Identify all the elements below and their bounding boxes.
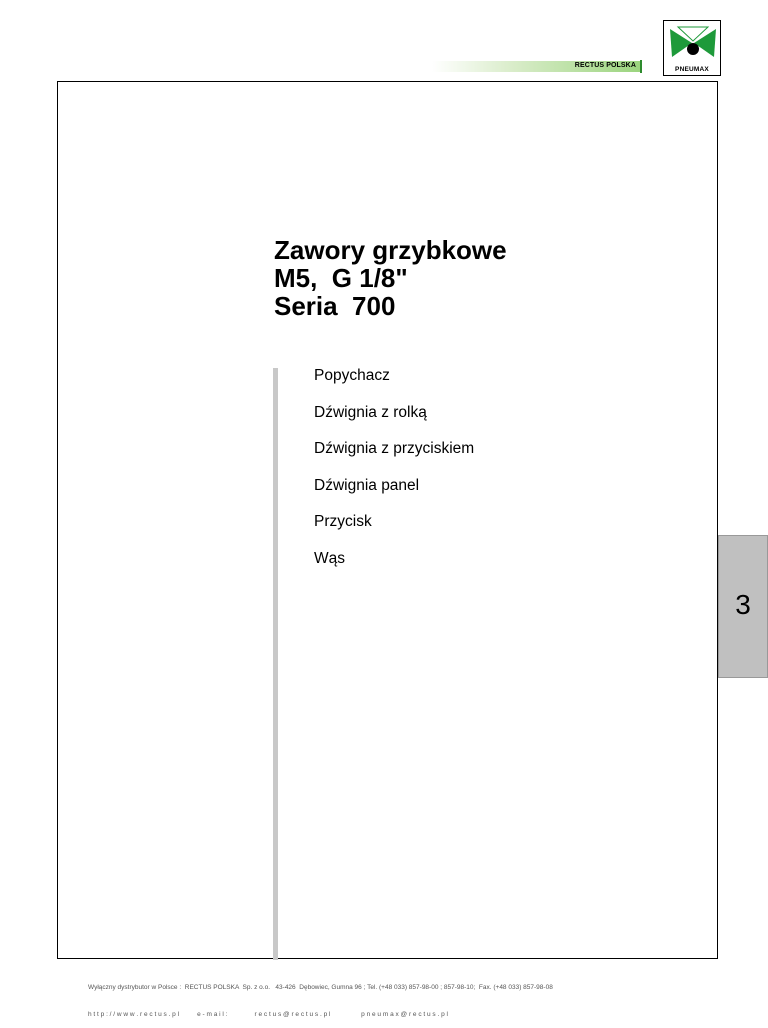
footer-contacts: h t t p : / / w w w . r e c t u s . p l e - m a i l : r e c t u s @ r e c t u s . p l p n e u m a x @ r e c t u s . p l	[88, 1011, 448, 1018]
logo-text: PNEUMAX	[675, 66, 709, 73]
pneumax-logo-icon	[666, 23, 720, 63]
vertical-divider	[273, 368, 278, 960]
title-line-2: M5, G 1/8"	[274, 263, 408, 293]
title-line-1: Zawory grzybkowe	[274, 235, 507, 265]
list-item: Popychacz	[314, 367, 390, 384]
pneumax-logo	[663, 20, 721, 76]
list-item: Dźwignia z rolką	[314, 403, 427, 421]
company-label: RECTUS POLSKA	[574, 62, 636, 69]
list-item: Dźwignia panel	[314, 476, 420, 494]
footer	[88, 965, 688, 1028]
section-tab	[718, 535, 768, 678]
page-title	[274, 236, 507, 320]
list-item: Dźwignia z przyciskiem	[314, 440, 475, 457]
section-number: 3	[735, 589, 751, 620]
header-bar-end-mark	[640, 60, 642, 73]
product-list	[314, 366, 474, 585]
footer-address: Wyłączny dystrybutor w Polsce : RECTUS POLSKA Sp. z o.o. 43-426 Dębowiec, Gumna 96 ; Tel. (+48 033) 857-98-00 ; 857-98-10; Fax. (+48 033) 857-98-08	[88, 984, 553, 991]
title-line-3: Seria 700	[274, 291, 396, 321]
list-item: Przycisk	[314, 513, 372, 530]
list-item: Wąs	[314, 549, 345, 567]
